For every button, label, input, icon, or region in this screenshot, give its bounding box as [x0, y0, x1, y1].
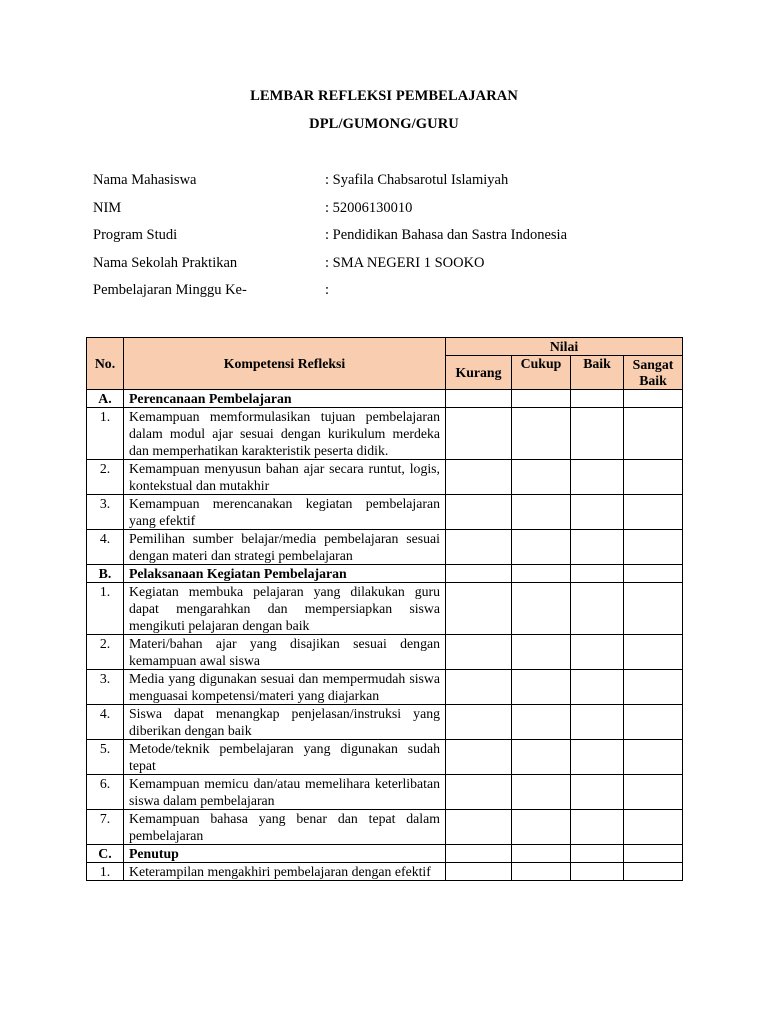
- section-letter: C.: [87, 845, 124, 863]
- score-kurang-cell[interactable]: [446, 460, 512, 495]
- score-cukup-cell[interactable]: [512, 775, 571, 810]
- section-letter: A.: [87, 390, 124, 408]
- score-cell: [571, 565, 624, 583]
- score-cukup-cell[interactable]: [512, 408, 571, 460]
- item-description: Metode/teknik pembelajaran yang digunakan sudah tepat: [124, 740, 446, 775]
- score-cukup-cell[interactable]: [512, 495, 571, 530]
- score-kurang-cell[interactable]: [446, 495, 512, 530]
- score-baik-cell[interactable]: [571, 495, 624, 530]
- score-cukup-cell[interactable]: [512, 705, 571, 740]
- score-cell: [571, 845, 624, 863]
- score-sangat-baik-cell[interactable]: [624, 863, 683, 881]
- item-number: 1.: [87, 863, 124, 881]
- score-cukup-cell[interactable]: [512, 635, 571, 670]
- score-cukup-cell[interactable]: [512, 740, 571, 775]
- score-baik-cell[interactable]: [571, 670, 624, 705]
- score-cukup-cell[interactable]: [512, 530, 571, 565]
- section-title: Penutup: [124, 845, 446, 863]
- item-description: Media yang digunakan sesuai dan mempermudah siswa menguasai kompetensi/materi yang diajarkan: [124, 670, 446, 705]
- score-cell: [512, 565, 571, 583]
- score-sangat-baik-cell[interactable]: [624, 408, 683, 460]
- item-description: Siswa dapat menangkap penjelasan/instruksi yang diberikan dengan baik: [124, 705, 446, 740]
- table-row: [87, 740, 683, 775]
- info-label: Pembelajaran Minggu Ke-: [93, 282, 247, 298]
- info-label: Program Studi: [93, 227, 178, 243]
- score-cukup-cell[interactable]: [512, 583, 571, 635]
- score-cukup-cell[interactable]: [512, 863, 571, 881]
- info-value: :: [325, 282, 330, 298]
- score-baik-cell[interactable]: [571, 635, 624, 670]
- item-number: 5.: [87, 740, 124, 775]
- info-label: NIM: [93, 199, 122, 216]
- item-description: Kemampuan merencanakan kegiatan pembelajaran yang efektif: [124, 495, 446, 530]
- item-number: 2.: [87, 635, 124, 670]
- score-cell: [624, 845, 683, 863]
- score-kurang-cell[interactable]: [446, 775, 512, 810]
- item-number: 4.: [87, 705, 124, 740]
- info-label: Nama Sekolah Praktikan: [93, 254, 238, 271]
- score-kurang-cell[interactable]: [446, 408, 512, 460]
- score-cell: [446, 565, 512, 583]
- score-kurang-cell[interactable]: [446, 635, 512, 670]
- score-sangat-baik-cell[interactable]: [624, 530, 683, 565]
- item-number: 3.: [87, 495, 124, 530]
- header-kurang: Kurang: [446, 356, 512, 390]
- score-cell: [624, 565, 683, 583]
- score-baik-cell[interactable]: [571, 583, 624, 635]
- item-description: Kemampuan bahasa yang benar dan tepat dalam pembelajaran: [124, 810, 446, 845]
- info-value: : SMA NEGERI 1 SOOKO: [325, 254, 485, 271]
- table-row: [87, 863, 683, 881]
- section-letter: B.: [87, 565, 124, 583]
- header-no: No.: [87, 338, 124, 390]
- table-row: [87, 705, 683, 740]
- score-cell: [512, 390, 571, 408]
- score-sangat-baik-cell[interactable]: [624, 583, 683, 635]
- score-sangat-baik-cell[interactable]: [624, 460, 683, 495]
- item-description: Materi/bahan ajar yang disajikan sesuai dengan kemampuan awal siswa: [124, 635, 446, 670]
- score-cell: [446, 390, 512, 408]
- item-description: Kemampuan memformulasikan tujuan pembelajaran dalam modul ajar sesuai dengan kurikulum merdeka dan memperhatikan karakteristik peserta didik.: [124, 408, 446, 460]
- document-title: LEMBAR REFLEKSI PEMBELAJARAN: [250, 88, 518, 104]
- item-description: Pemilihan sumber belajar/media pembelajaran sesuai dengan materi dan strategi pembelajaran: [124, 530, 446, 565]
- reflection-table: [86, 337, 683, 881]
- table-row: [87, 583, 683, 635]
- item-description: Kemampuan menyusun bahan ajar secara runtut, logis, kontekstual dan mutakhir: [124, 460, 446, 495]
- header-cukup: Cukup: [512, 356, 571, 390]
- score-cell: [571, 390, 624, 408]
- table-row: [87, 810, 683, 845]
- table-row: [87, 408, 683, 460]
- table-row: [87, 460, 683, 495]
- item-number: 1.: [87, 583, 124, 635]
- section-row: [87, 845, 683, 863]
- item-description: Kegiatan membuka pelajaran yang dilakukan guru dapat mengarahkan dan mempersiapkan siswa mengikuti pelajaran dengan baik: [124, 583, 446, 635]
- score-sangat-baik-cell[interactable]: [624, 705, 683, 740]
- score-sangat-baik-cell[interactable]: [624, 635, 683, 670]
- score-baik-cell[interactable]: [571, 705, 624, 740]
- score-kurang-cell[interactable]: [446, 670, 512, 705]
- section-row: [87, 390, 683, 408]
- score-kurang-cell[interactable]: [446, 530, 512, 565]
- item-description: Kemampuan memicu dan/atau memelihara keterlibatan siswa dalam pembelajaran: [124, 775, 446, 810]
- score-kurang-cell[interactable]: [446, 583, 512, 635]
- item-number: 7.: [87, 810, 124, 845]
- score-sangat-baik-cell[interactable]: [624, 740, 683, 775]
- score-baik-cell[interactable]: [571, 863, 624, 881]
- score-cukup-cell[interactable]: [512, 460, 571, 495]
- info-value: : Syafila Chabsarotul Islamiyah: [325, 172, 509, 188]
- table-body: [87, 390, 683, 881]
- score-baik-cell[interactable]: [571, 408, 624, 460]
- score-sangat-baik-cell[interactable]: [624, 670, 683, 705]
- score-cell: [624, 390, 683, 408]
- table-row: [87, 635, 683, 670]
- table-row: [87, 495, 683, 530]
- header-nilai: Nilai: [446, 338, 683, 356]
- score-sangat-baik-cell[interactable]: [624, 775, 683, 810]
- info-value: : Pendidikan Bahasa dan Sastra Indonesia: [325, 227, 568, 243]
- header-kompetensi: Kompetensi Refleksi: [124, 338, 446, 390]
- score-sangat-baik-cell[interactable]: [624, 495, 683, 530]
- item-number: 3.: [87, 670, 124, 705]
- score-cell: [446, 845, 512, 863]
- header-baik: Baik: [571, 356, 624, 390]
- score-baik-cell[interactable]: [571, 460, 624, 495]
- item-number: 2.: [87, 460, 124, 495]
- score-kurang-cell[interactable]: [446, 705, 512, 740]
- section-title: Pelaksanaan Kegiatan Pembelajaran: [124, 565, 446, 583]
- item-description: Keterampilan mengakhiri pembelajaran dengan efektif: [124, 863, 446, 881]
- score-kurang-cell[interactable]: [446, 810, 512, 845]
- table-row: [87, 530, 683, 565]
- score-kurang-cell[interactable]: [446, 863, 512, 881]
- item-number: 4.: [87, 530, 124, 565]
- section-title: Perencanaan Pembelajaran: [124, 390, 446, 408]
- info-label: Nama Mahasiswa: [93, 172, 197, 188]
- score-cukup-cell[interactable]: [512, 810, 571, 845]
- info-value: : 52006130010: [325, 199, 413, 216]
- score-kurang-cell[interactable]: [446, 740, 512, 775]
- item-number: 1.: [87, 408, 124, 460]
- score-baik-cell[interactable]: [571, 775, 624, 810]
- score-baik-cell[interactable]: [571, 810, 624, 845]
- score-baik-cell[interactable]: [571, 740, 624, 775]
- table-row: [87, 775, 683, 810]
- table-row: [87, 670, 683, 705]
- document-subtitle: DPL/GUMONG/GURU: [309, 116, 459, 132]
- score-cukup-cell[interactable]: [512, 670, 571, 705]
- section-row: [87, 565, 683, 583]
- item-number: 6.: [87, 775, 124, 810]
- header-sangat-baik: Sangat Baik: [624, 356, 683, 390]
- score-cell: [512, 845, 571, 863]
- score-sangat-baik-cell[interactable]: [624, 810, 683, 845]
- score-baik-cell[interactable]: [571, 530, 624, 565]
